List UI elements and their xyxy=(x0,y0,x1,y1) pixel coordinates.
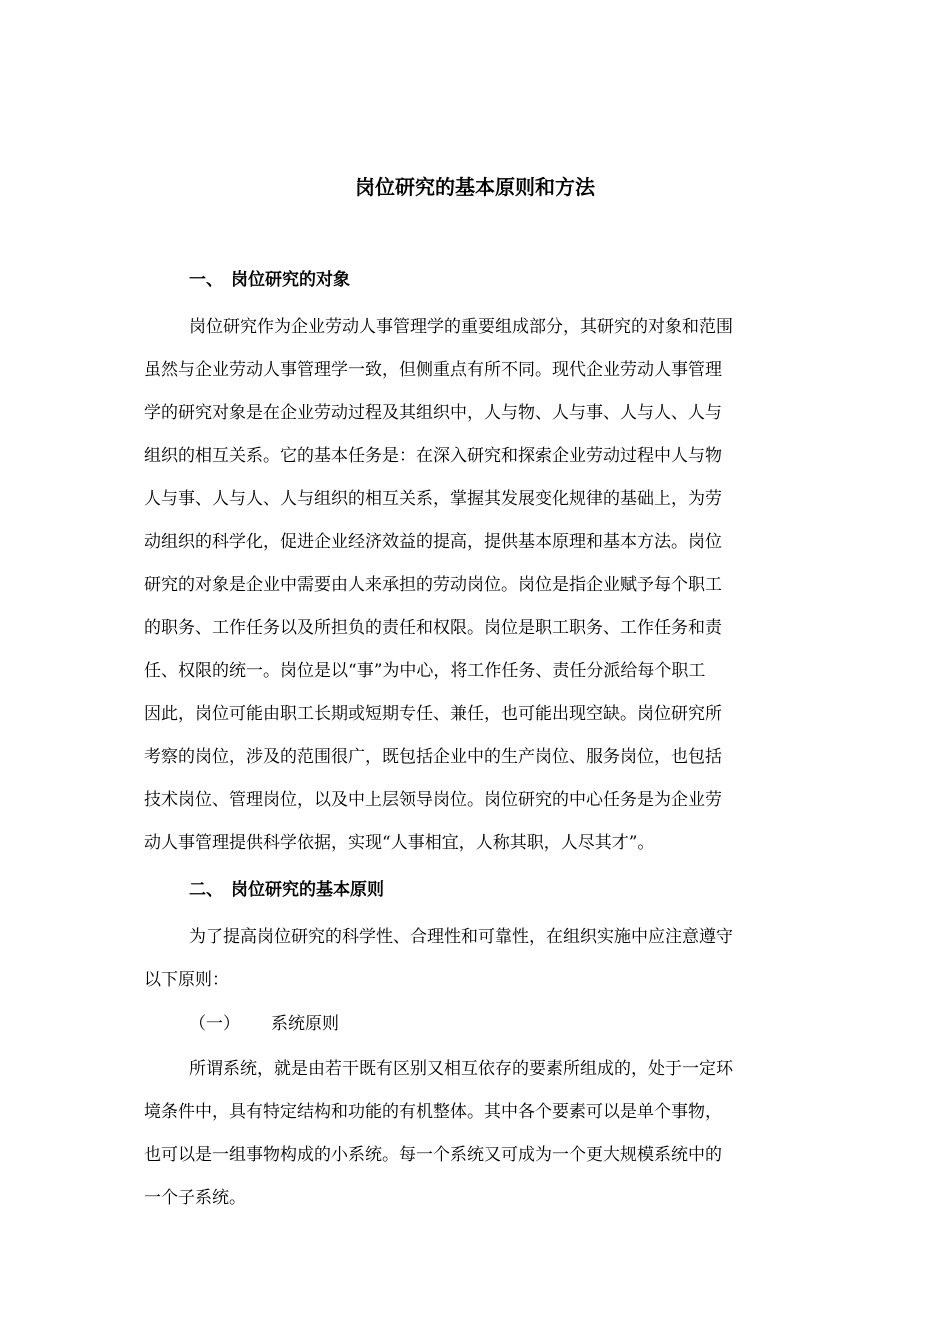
paragraph-line: 组织的相互关系。它的基本任务是：在深入研究和探索企业劳动过程中人与物 xyxy=(144,446,722,466)
paragraph-line: 动组织的科学化，促进企业经济效益的提高，提供基本原理和基本方法。岗位 xyxy=(144,532,722,552)
paragraph-line: 学的研究对象是在企业劳动过程及其组织中，人与物、人与事、人与人、人与 xyxy=(144,403,722,423)
paragraph-line: 因此，岗位可能由职工长期或短期专任、兼任，也可能出现空缺。岗位研究所 xyxy=(144,704,722,724)
paragraph-line: 为了提高岗位研究的科学性、合理性和可靠性，在组织实施中应注意遵守 xyxy=(189,927,733,947)
paragraph-line: 境条件中，具有特定结构和功能的有机整体。其中各个要素可以是单个事物， xyxy=(144,1102,722,1122)
paragraph-line: 技术岗位、管理岗位，以及中上层领导岗位。岗位研究的中心任务是为企业劳 xyxy=(144,790,722,810)
subsection-heading xyxy=(189,1012,339,1036)
section-number: 一、 xyxy=(189,270,223,290)
paragraph-line: 岗位研究作为企业劳动人事管理学的重要组成部分，其研究的对象和范围 xyxy=(189,317,733,337)
subsection-number: （一） xyxy=(189,1014,240,1034)
paragraph-line: 考察的岗位，涉及的范围很广，既包括企业中的生产岗位、服务岗位，也包括 xyxy=(144,747,722,767)
paragraph-line: 任、权限的统一。岗位是以“事”为中心，将工作任务、责任分派给每个职工 xyxy=(144,661,706,681)
paragraph-line: 所谓系统，就是由若干既有区别又相互依存的要素所组成的，处于一定环 xyxy=(189,1059,733,1079)
document-title: 岗位研究的基本原则和方法 xyxy=(355,175,595,199)
paragraph-line: 虽然与企业劳动人事管理学一致，但侧重点有所不同。现代企业劳动人事管理 xyxy=(144,360,722,380)
section-number: 二、 xyxy=(189,880,223,900)
section-heading-text: 岗位研究的对象 xyxy=(231,270,350,290)
section-heading-text: 岗位研究的基本原则 xyxy=(231,880,384,900)
paragraph-line: 的职务、工作任务以及所担负的责任和权限。岗位是职工职务、工作任务和责 xyxy=(144,618,722,638)
subsection-heading-text: 系统原则 xyxy=(271,1014,339,1034)
paragraph-line: 人与事、人与人、人与组织的相互关系，掌握其发展变化规律的基础上，为劳 xyxy=(144,489,722,509)
section-heading-2 xyxy=(189,878,384,902)
section-heading-1 xyxy=(189,268,350,292)
paragraph-line: 也可以是一组事物构成的小系统。每一个系统又可成为一个更大规模系统中的 xyxy=(144,1145,722,1165)
paragraph-line: 研究的对象是企业中需要由人来承担的劳动岗位。岗位是指企业赋予每个职工 xyxy=(144,575,722,595)
paragraph-line: 以下原则： xyxy=(144,970,229,990)
paragraph-line: 一个子系统。 xyxy=(144,1188,246,1208)
paragraph-line: 动人事管理提供科学依据，实现“人事相宜，人称其职，人尽其才”。 xyxy=(144,833,655,853)
